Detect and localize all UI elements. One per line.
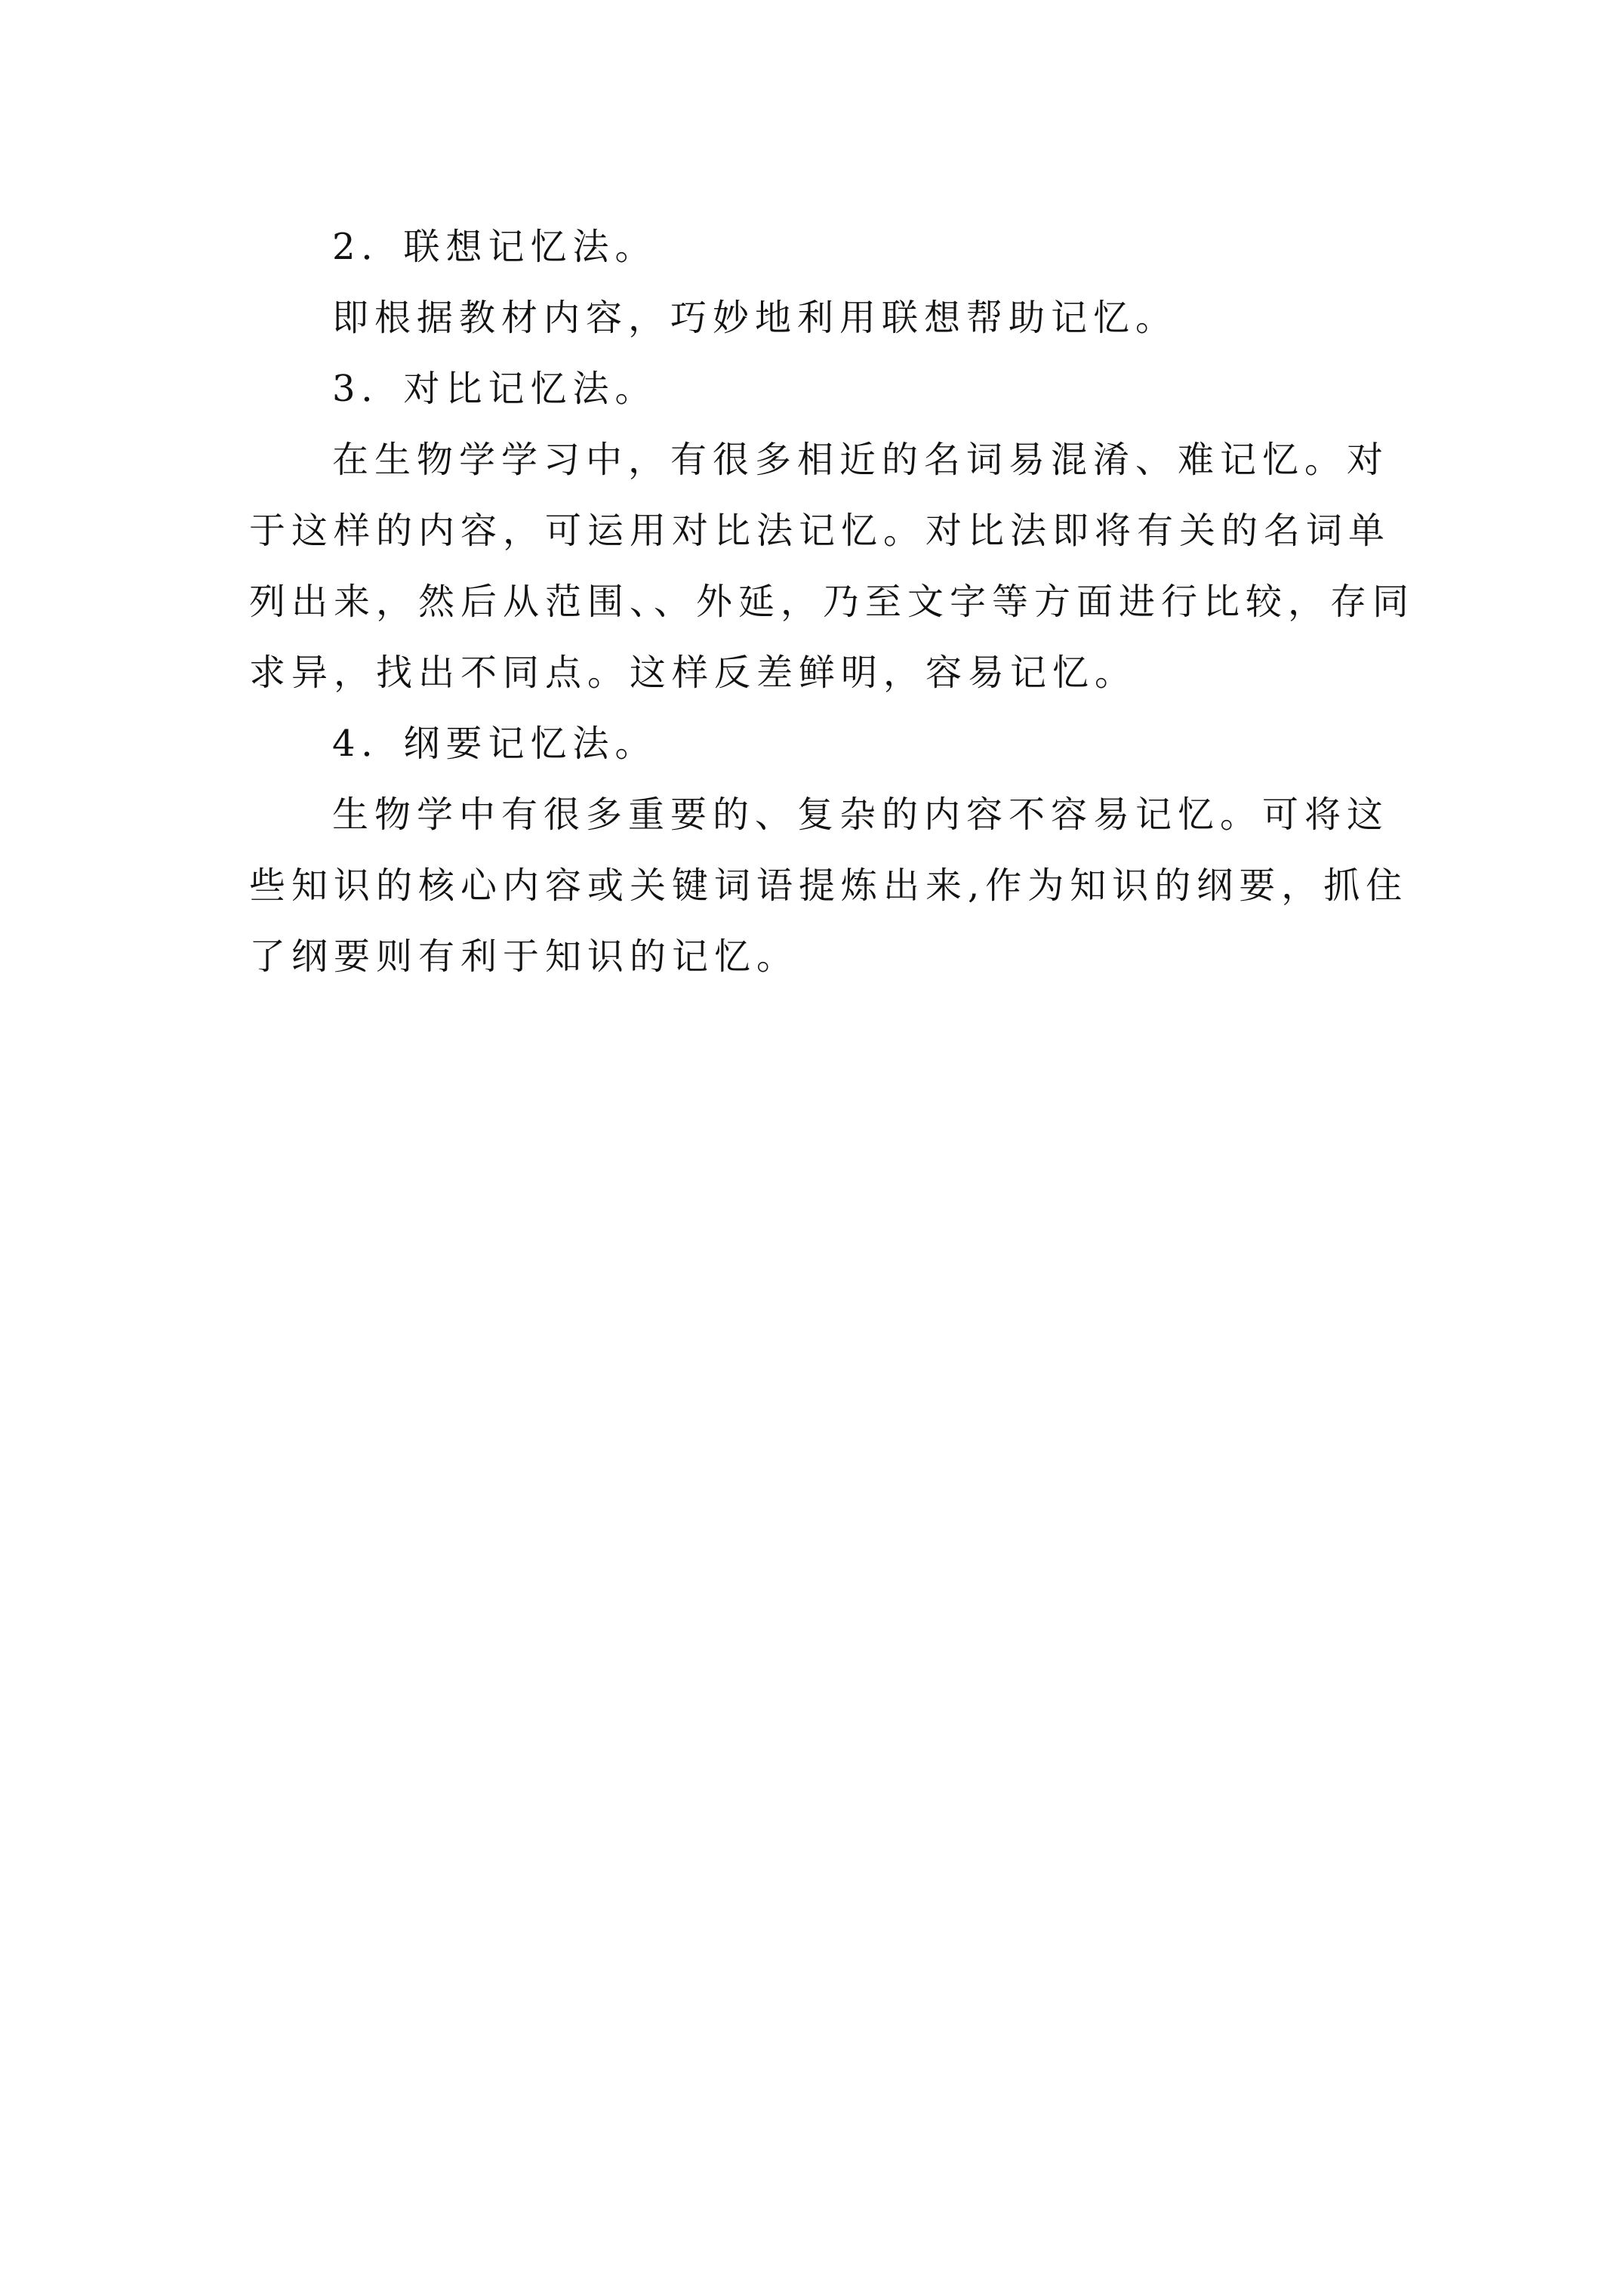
document-body xyxy=(249,211,1427,992)
paragraph-comparison: 在生物学学习中，有很多相近的名词易混淆、难记忆。对于这样的内容，可运用对比法记忆。对比法即将有关的名词单列出来，然后从范围、、外延，乃至文字等方面进行比较，存同求异，找出不同点。这样反差鲜明，容易记忆。 xyxy=(249,439,1415,694)
section-heading-3: 3．对比记忆法。 xyxy=(332,368,658,410)
paragraph-outline: 生物学中有很多重要的、复杂的内容不容易记忆。可将这些知识的核心内容或关键词语提炼出来,作为知识的纲要，抓住了纲要则有利于知识的记忆。 xyxy=(249,794,1409,978)
paragraph-association: 即根据教材内容，巧妙地利用联想帮助记忆。 xyxy=(332,297,1178,339)
section-heading-2: 2．联想记忆法。 xyxy=(332,226,658,268)
section-heading-4: 4．纲要记忆法。 xyxy=(332,723,658,765)
